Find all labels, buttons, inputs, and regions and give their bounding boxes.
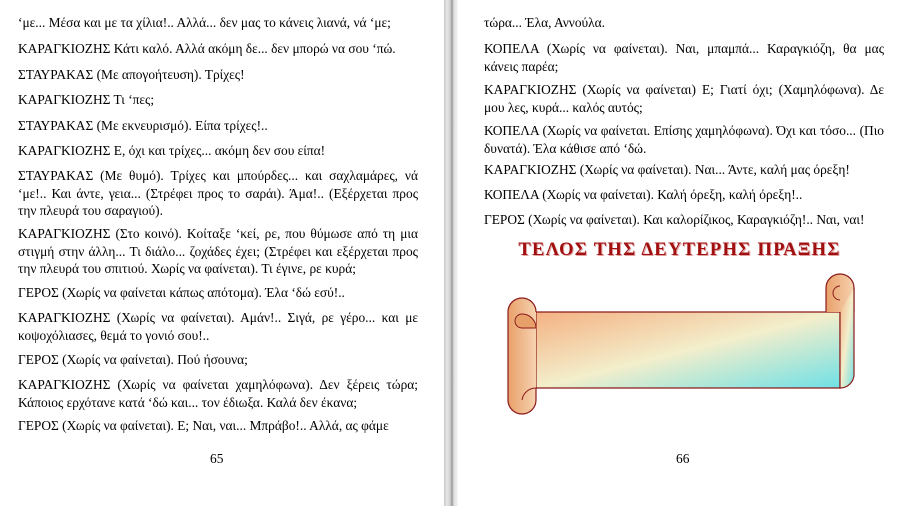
- scroll-banner-shape: [496, 272, 870, 432]
- paragraph: ΚΟΠΕΛΑ (Χωρίς να φαίνεται. Επίσης χαμηλόφωνα). Όχι και τόσο... (Πιο δυνατά). Έλα κάθισε από ‘δώ.: [484, 123, 884, 156]
- paragraph: ΓΕΡΟΣ (Χωρίς να φαίνεται). Πού ήσουνα;: [18, 352, 248, 367]
- book-gutter: [444, 0, 458, 506]
- paragraph: ΚΑΡΑΓΚΙΟΖΗΣ Ε, όχι και τρίχες... ακόμη δεν σου είπα!: [18, 143, 326, 158]
- paragraph: ΣΤΑΥΡΑΚΑΣ (Με εκνευρισμό). Είπα τρίχες!..: [18, 118, 268, 133]
- paragraph: ΚΑΡΑΓΚΙΟΖΗΣ (Χωρίς να φαίνεται χαμηλόφωνα). Δεν ξέρεις τώρα; Κάποιος ερχότανε κατά ‘δώ και... τον έδιωξα. Καλά δεν έκανα;: [18, 377, 418, 410]
- paragraph: ΣΤΑΥΡΑΚΑΣ (Με θυμό). Τρίχες και μπούρδες... και σαχλαμάρες, νά ‘με!.. Και άντε, γεια... (Στρέφει προς το σαράι). Άμα!.. (Εξέρχεται προς την πλευρά του σαραγιού).: [18, 168, 418, 218]
- page-number: 66: [676, 451, 690, 466]
- act-end-title: ΤΕΛΟΣ ΤΗΣ ΔΕΥΤΕΡΗΣ ΠΡΑΞΗΣ: [518, 240, 841, 260]
- paragraph: ΚΑΡΑΓΚΙΟΖΗΣ Τι ‘πες;: [18, 92, 155, 107]
- paragraph: ΚΑΡΑΓΚΙΟΖΗΣ (Χωρίς να φαίνεται). Αμάν!.. Σιγά, ρε γέρο... και με κοψοχόλιασες, θεμά το γονιό σου!..: [18, 310, 418, 343]
- paragraph: ‘με... Μέσα και με τα χίλια!.. Αλλά... δεν μας το κάνεις λιανά, νά ‘με;: [18, 15, 391, 30]
- paragraph: ΚΑΡΑΓΚΙΟΖΗΣ (Χωρίς να φαίνεται) Ε; Γιατί όχι; (Χαμηλόφωνα). Δε μου λες, κυρά... καλός αυτός;: [484, 82, 884, 115]
- paragraph: ΚΟΠΕΛΑ (Χωρίς να φαίνεται). Ναι, μπαμπά... Καραγκιόζη, θα μας κάνεις παρέα;: [484, 41, 884, 74]
- paragraph: τώρα... Έλα, Αννούλα.: [484, 15, 606, 30]
- right-page: [458, 0, 901, 506]
- page-number: 65: [210, 451, 224, 466]
- paragraph: ΓΕΡΟΣ (Χωρίς να φαίνεται). Ε; Ναι, ναι... Μπράβο!.. Αλλά, ας φάμε: [18, 418, 389, 433]
- paragraph: ΚΟΠΕΛΑ (Χωρίς να φαίνεται). Καλή όρεξη, καλή όρεξη!..: [484, 187, 803, 202]
- paragraph: ΚΑΡΑΓΚΙΟΖΗΣ (Στο κοινό). Κοίταξε ‘κεί, ρε, που θύμωσε από τη μια στιγμή στην άλλη... Τι διάλο... ζοχάδες έχει; (Στρέφει και εξέρχεται προς την πλευρά του σπιτιού. Χωρίς να φαίνεται). Τι έγινε, ρε κυρά;: [18, 226, 418, 276]
- paragraph: ΣΤΑΥΡΑΚΑΣ (Με απογοήτευση). Τρίχες!: [18, 67, 245, 82]
- paragraph: ΓΕΡΟΣ (Χωρίς να φαίνεται). Και καλορίζικος, Καραγκιόζη!.. Ναι, ναι!: [484, 212, 865, 227]
- paragraph: ΓΕΡΟΣ (Χωρίς να φαίνεται κάπως απότομα). Έλα ‘δώ εσύ!..: [18, 285, 345, 300]
- paragraph: ΚΑΡΑΓΚΙΟΖΗΣ (Χωρίς να φαίνεται). Ναι... Άντε, καλή μας όρεξη!: [484, 162, 850, 177]
- paragraph: ΚΑΡΑΓΚΙΟΖΗΣ Κάτι καλό. Αλλά ακόμη δε... δεν μπορώ να σου ‘πώ.: [18, 41, 396, 56]
- left-page: [0, 0, 444, 506]
